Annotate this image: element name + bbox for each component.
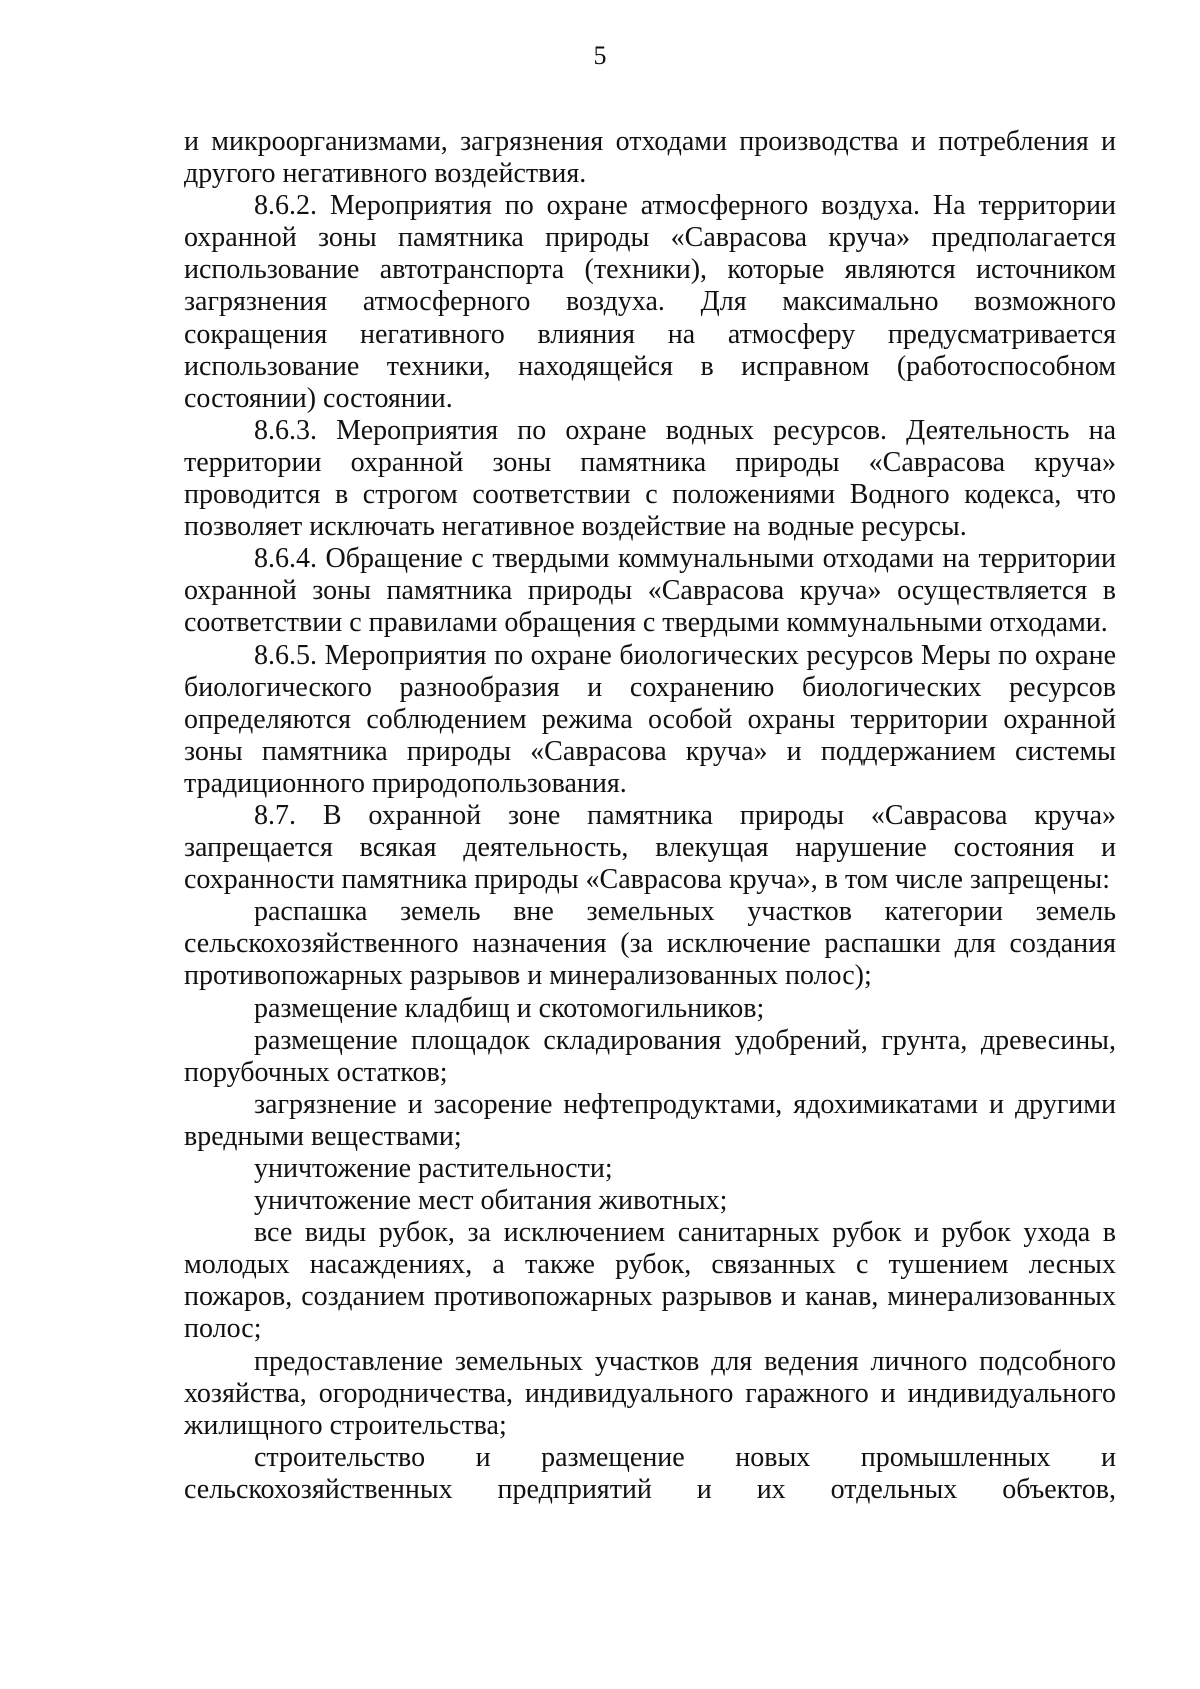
prohibition-item-cemeteries: размещение кладбищ и скотомогильников; <box>254 992 765 1024</box>
paragraph-8-6-4: 8.6.4. Обращение с твердыми коммунальными отходами на территории охранной зоны памятника природы «Саврасова круча» осуществляется в соответствии с правилами обращения с твердыми коммунальными отходами. <box>184 543 1116 639</box>
prohibition-item-storage-sites: размещение площадок складирования удобрений, грунта, древесины, порубочных остатков; <box>184 1024 1116 1088</box>
prohibition-item-pollution: загрязнение и засорение нефтепродуктами, ядохимикатами и другими вредными веществами; <box>184 1088 1116 1152</box>
prohibition-item-habitats: уничтожение мест обитания животных; <box>254 1185 728 1217</box>
paragraph-8-6-2: 8.6.2. Мероприятия по охране атмосферного воздуха. На территории охранной зоны памятника природы «Саврасова круча» предполагается использование автотранспорта (техники), которые являются источником загрязнения атмосферного воздуха. Для максимально возможного сокращения негативного влияния на атмосферу предусматривается использование техники, находящейся в исправном (работоспособном состоянии) состоянии. <box>184 190 1116 414</box>
document-body <box>184 126 1116 1506</box>
prohibition-item-logging: все виды рубок, за исключением санитарных рубок и рубок ухода в молодых насаждениях, а также рубок, связанных с тушением лесных пожаров, созданием противопожарных разрывов и канав, минерализованных полос; <box>184 1217 1116 1345</box>
prohibition-item-plowing: распашка земель вне земельных участков категории земель сельскохозяйственного назначения (за исключение распашки для создания противопожарных разрывов и минерализованных полос); <box>184 896 1116 992</box>
paragraph-8-6-5: 8.6.5. Мероприятия по охране биологических ресурсов Меры по охране биологического разнообразия и сохранению биологических ресурсов определяются соблюдением режима особой охраны территории охранной зоны памятника природы «Саврасова круча» и поддержанием системы традиционного природопользования. <box>184 639 1116 799</box>
prohibition-item-construction: строительство и размещение новых промышленных и сельскохозяйственных предприятий и их отдельных объектов, <box>184 1441 1116 1505</box>
paragraph-continuation: и микроорганизмами, загрязнения отходами производства и потребления и другого негативного воздействия. <box>184 126 1116 190</box>
prohibition-item-land-allocation: предоставление земельных участков для ведения личного подсобного хозяйства, огородничества, индивидуального гаражного и индивидуального жилищного строительства; <box>184 1345 1116 1441</box>
paragraph-8-7: 8.7. В охранной зоне памятника природы «Саврасова круча» запрещается всякая деятельность, влекущая нарушение состояния и сохранности памятника природы «Саврасова круча», в том числе запрещены: <box>184 799 1116 896</box>
page-number: 5 <box>593 41 607 70</box>
prohibition-item-vegetation: уничтожение растительности; <box>254 1153 613 1184</box>
paragraph-8-6-3: 8.6.3. Мероприятия по охране водных ресурсов. Деятельность на территории охранной зоны памятника природы «Саврасова круча» проводится в строгом соответствии с положениями Водного кодекса, что позволяет исключать негативное воздействие на водные ресурсы. <box>184 414 1116 543</box>
